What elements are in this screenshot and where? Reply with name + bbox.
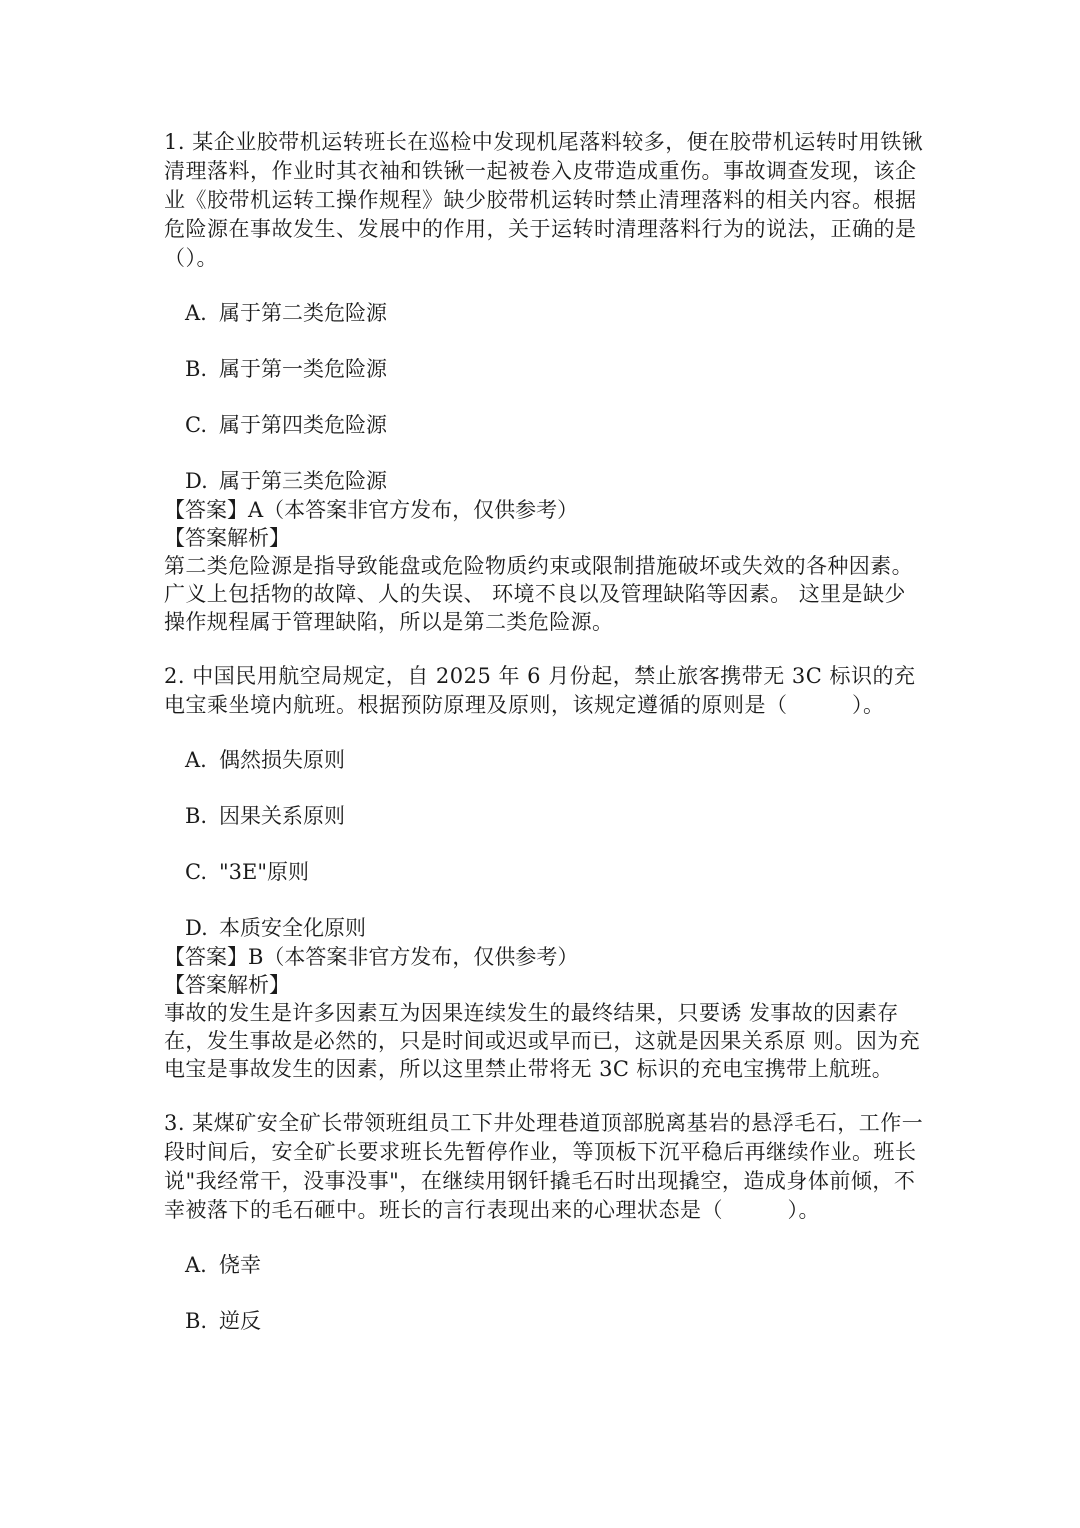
question-2-analysis: 事故的发生是许多因素互为因果连续发生的最终结果，只要诱 发事故的因素存在，发生事故是必然的，只是时间或迟或早而已，这就是因果关系原 则。因为充电宝是事故发生的因素，所以这里禁止带将无 3C 标识的充电宝携带上航班。 — [164, 1001, 921, 1081]
question-3-stem: 3. 某煤矿安全矿长带领班组员工下井处理巷道顶部脱离基岩的悬浮毛石，工作一段时间后，安全矿长要求班长先暂停作业，等顶板下沉平稳后再继续作业。班长说"我经常干，没事没事"，在继续用钢钎撬毛石时出现撬空，造成身体前倾，不幸被落下的毛石砸中。班长的言行表现出来的心理状态是（ ）。 — [164, 1111, 924, 1222]
question-1-stem: 1. 某企业胶带机运转班长在巡检中发现机尾落料较多，便在胶带机运转时用铁锹清理落料，作业时其衣袖和铁锹一起被卷入皮带造成重伤。事故调查发现，该企业《胶带机运转工操作规程》缺少胶带机运转时禁止清理落料的相关内容。根据危险源在事故发生、发展中的作用，关于运转时清理落料行为的说法，正确的是（）。 — [164, 130, 924, 270]
question-1-option-b: B. 属于第一类危险源 — [185, 357, 387, 381]
question-2-answer: 【答案】B（本答案非官方发布，仅供参考） — [164, 945, 579, 969]
question-1-option-d: D. 属于第三类危险源 — [185, 469, 387, 493]
question-1-option-c: C. 属于第四类危险源 — [185, 413, 387, 437]
question-2-stem: 2. 中国民用航空局规定，自 2025 年 6 月份起，禁止旅客携带无 3C 标识的充电宝乘坐境内航班。根据预防原理及原则，该规定遵循的原则是（ ）。 — [164, 664, 916, 717]
question-1-option-a: A. 属于第二类危险源 — [185, 301, 387, 325]
question-1-analysis: 第二类危险源是指导致能盘或危险物质约束或限制措施破坏或失效的各种因素。广义上包括物的故障、人的失误、 环境不良以及管理缺陷等因素。 这里是缺少操作规程属于管理缺陷，所以是第二类危险源。 — [164, 554, 913, 634]
question-2-option-c: C. "3E"原则 — [185, 860, 310, 884]
question-2-option-d: D. 本质安全化原则 — [185, 916, 366, 940]
question-1-answer: 【答案】A（本答案非官方发布，仅供参考） — [164, 498, 579, 522]
question-3-option-b: B. 逆反 — [185, 1309, 261, 1333]
question-1-analysis-heading: 【答案解析】 — [164, 526, 290, 550]
question-2-analysis-heading: 【答案解析】 — [164, 973, 290, 997]
question-3-option-a: A. 侥幸 — [185, 1253, 261, 1277]
question-2-option-a: A. 偶然损失原则 — [185, 748, 345, 772]
document-page — [164, 128, 924, 1336]
question-2-option-b: B. 因果关系原则 — [185, 804, 345, 828]
